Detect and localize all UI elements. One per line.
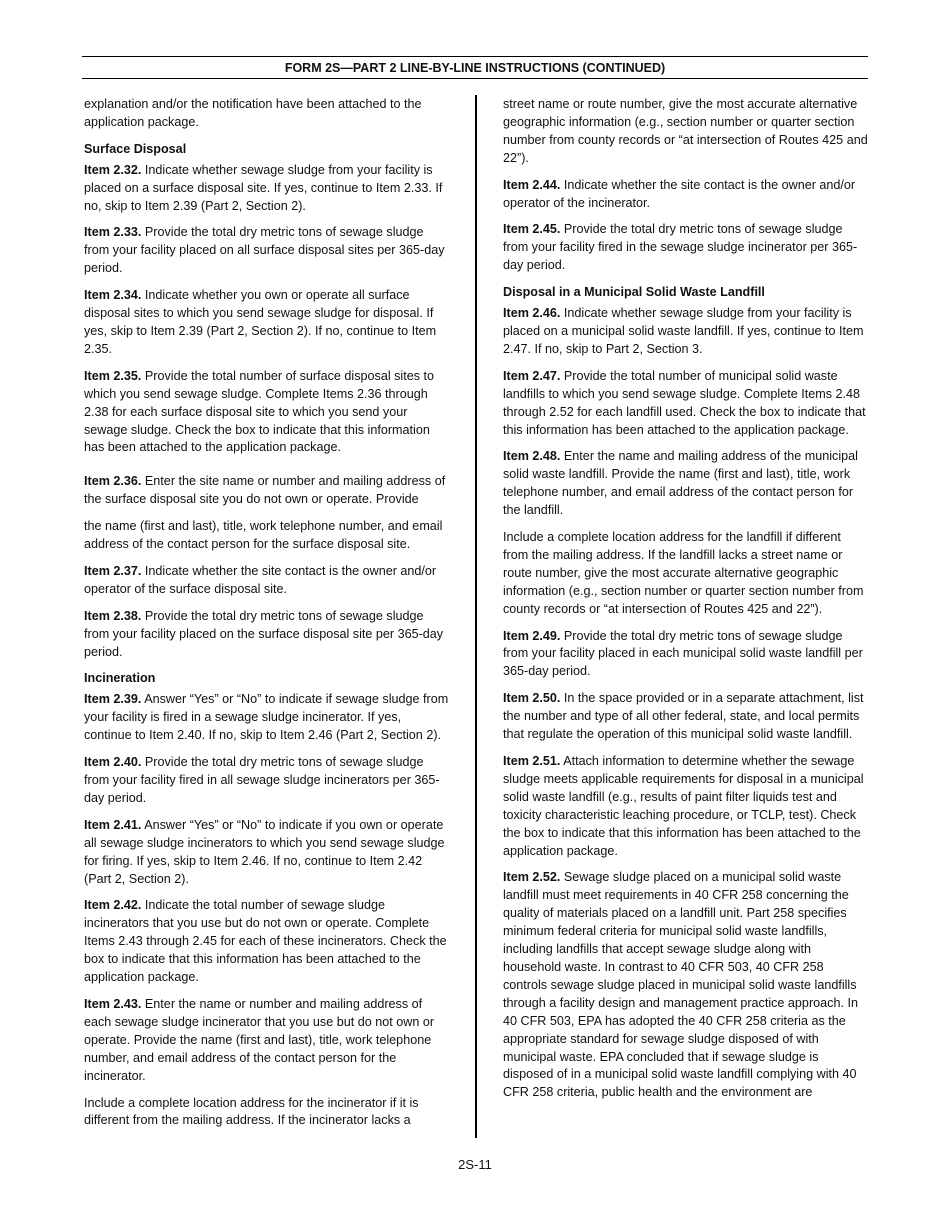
page-number: 2S-11 bbox=[458, 1157, 492, 1172]
item-label: Item 2.43. bbox=[84, 996, 142, 1011]
para-text: explanation and/or the notification have been attached to the application package. bbox=[84, 97, 422, 129]
item-text: Indicate whether the site contact is the owner and/or operator of the incinerator. bbox=[503, 177, 856, 210]
item-text: Indicate whether sewage sludge from your facility is placed on a surface disposal site. If yes, continue to Item 2.33. If no, skip to Item 2.39 (Part 2, Section 2). bbox=[84, 162, 443, 213]
para-text: street name or route number, give the most accurate alternative geographic information (e.g., section number or quarter section number from county records or “at intersection of Routes 425 and 22”). bbox=[503, 97, 868, 165]
item-2-34 bbox=[84, 287, 450, 359]
item-text: Enter the name or number and mailing address of each sewage sludge incinerator that you use but do not own or operate. Provide the name (first and last), title, work telephone number, and email address of the contact person for the incinerator. bbox=[84, 996, 435, 1083]
item-label: Item 2.36. bbox=[84, 474, 142, 489]
item-text: In the space provided or in a separate attachment, list the number and type of all other federal, state, and local permits that regulate the operation of this municipal solid waste landfill. bbox=[503, 691, 864, 742]
item-text: Sewage sludge placed on a municipal solid waste landfill must meet requirements in 40 CFR 258 concerning the quality of materials placed on a landfill unit. Part 258 specifies minimum federal criteria for municipal solid waste landfills, including landfills that accept sewage sludge along with household waste. In contrast to 40 CFR 503, 40 CFR 258 controls sewage sludge placed in municipal solid waste landfills through a facility design and management practice approach. In 40 CFR 503, EPA has adopted the 40 CFR 258 criteria as the appropriate standard for sewage sludge disposed of with municipal waste. EPA concluded that if sewage sludge is disposed of in a municipal solid waste landfill complying with 40 CFR 258 criteria, public health and the environment are bbox=[503, 870, 858, 1100]
item-text: Provide the total dry metric tons of sewage sludge from your facility placed on the surface disposal site per 365-day period. bbox=[84, 608, 444, 659]
item-text: Enter the site name or number and mailing address of the surface disposal site you do not own or operate. Provide bbox=[84, 474, 446, 507]
item-text: Provide the total number of municipal solid waste landfills to which you send sewage sludge. Complete Items 2.48 through 2.52 for each landfill used. Check the box to indicate that this information has been attached to the application package. bbox=[503, 368, 866, 437]
form-header bbox=[82, 56, 868, 79]
item-text: Provide the total number of surface disposal sites to which you send sewage sludge. Complete Items 2.36 through 2.38 for each surface disposal site to which you send your sewage sludge. Check the box to indicate that this information has been attached to the application package. bbox=[84, 368, 435, 455]
item-text: Indicate the total number of sewage sludge incinerators that you use but do not own or operate. Complete Items 2.43 through 2.45 for each of these incinerators. Check the box to indicate that this information has been attached to the application package. bbox=[84, 898, 447, 985]
right-column bbox=[503, 96, 869, 1111]
item-text: Indicate whether the site contact is the owner and/or operator of the surface disposal site. bbox=[84, 563, 437, 596]
item-label: Item 2.34. bbox=[84, 288, 142, 303]
item-2-49 bbox=[503, 628, 869, 682]
para-text: Include a complete location address for the landfill if different from the mailing address. If the landfill lacks a street name or route number, give the most accurate alternative geographic information (e.g., section number or quarter section number from county records or “at intersection of Routes 425 and 22”). bbox=[503, 530, 864, 616]
item-2-42 bbox=[84, 897, 450, 987]
item-text: Attach information to determine whether the sewage sludge meets applicable requirements for disposal in a municipal solid waste landfill (e.g., results of paint filter liquids test and toxicity characteristic leaching procedure, or TCLP, test). Check the box to indicate that this information has been attached to the application package. bbox=[503, 754, 864, 858]
item-2-48 bbox=[503, 448, 869, 520]
item-label: Item 2.45. bbox=[503, 222, 561, 237]
item-label: Item 2.51. bbox=[503, 754, 561, 768]
item-2-37 bbox=[84, 563, 450, 599]
item-label: Item 2.50. bbox=[503, 691, 561, 706]
para-text: Include a complete location address for the incinerator if it is different from the mailing address. If the incinerator lacks a bbox=[84, 1095, 419, 1128]
section-heading-incineration: Incineration bbox=[84, 671, 156, 686]
item-2-52 bbox=[503, 869, 869, 1102]
section-heading-landfill: Disposal in a Municipal Solid Waste Landfill bbox=[503, 285, 765, 300]
item-label: Item 2.32. bbox=[84, 162, 142, 177]
column-divider bbox=[475, 95, 477, 1138]
item-text: Provide the total dry metric tons of sewage sludge from your facility placed in each municipal solid waste landfill per 365-day period. bbox=[503, 628, 863, 679]
item-label: Item 2.48. bbox=[503, 449, 561, 464]
item-text: Answer “Yes” or “No” to indicate if you own or operate all sewage sludge incinerators to which you send sewage sludge for firing. If yes, skip to Item 2.46. If no, continue to Item 2.42 (Part 2, Section 2). bbox=[84, 817, 445, 886]
item-2-32 bbox=[84, 162, 450, 216]
item-label: Item 2.37. bbox=[84, 563, 142, 578]
item-label: Item 2.33. bbox=[84, 225, 142, 240]
item-label: Item 2.47. bbox=[503, 368, 561, 383]
item-2-43-continued bbox=[84, 1095, 450, 1131]
item-2-46 bbox=[503, 305, 869, 359]
item-label: Item 2.41. bbox=[84, 817, 142, 832]
para-text: the name (first and last), title, work telephone number, and email address of the contact person for the surface disposal site. bbox=[84, 519, 443, 552]
item-label: Item 2.42. bbox=[84, 898, 142, 913]
right-para-0 bbox=[503, 96, 869, 168]
item-text: Provide the total dry metric tons of sewage sludge from your facility placed on all surface disposal sites per 365-day period. bbox=[84, 225, 445, 276]
left-column bbox=[84, 96, 450, 1139]
item-2-47 bbox=[503, 368, 869, 440]
section-heading-surface-disposal: Surface Disposal bbox=[84, 141, 187, 156]
item-2-38 bbox=[84, 608, 450, 662]
header-title: FORM 2S—PART 2 LINE-BY-LINE INSTRUCTIONS (CONTINUED) bbox=[284, 60, 666, 75]
item-2-45 bbox=[503, 221, 869, 275]
item-text: Provide the total dry metric tons of sewage sludge from your facility fired in all sewage sludge incinerators per 365-day period. bbox=[84, 755, 440, 805]
item-label: Item 2.49. bbox=[503, 628, 561, 643]
item-label: Item 2.46. bbox=[503, 306, 561, 321]
item-label: Item 2.44. bbox=[503, 177, 561, 192]
item-text: Answer “Yes” or “No” to indicate if sewage sludge from your facility is fired in a sewage sludge incinerator. If yes, continue to Item 2.40. If no, skip to Item 2.46 (Part 2, Section 2). bbox=[84, 692, 449, 743]
item-label: Item 2.40. bbox=[84, 755, 142, 770]
item-label: Item 2.35. bbox=[84, 368, 142, 383]
item-text: Provide the total dry metric tons of sewage sludge from your facility fired in the sewage sludge incinerator per 365-day period. bbox=[503, 222, 858, 273]
item-text: Enter the name and mailing address of the municipal solid waste landfill. Provide the name (first and last), title, work telephone number, and email address of the contact person for the landfill. bbox=[503, 449, 858, 518]
item-text: Indicate whether you own or operate all surface disposal sites to which you send sewage sludge for disposal. If yes, skip to Item 2.39 (Part 2, Section 2). If no, continue to Item 2.35. bbox=[84, 288, 437, 356]
item-2-41 bbox=[84, 817, 450, 889]
item-2-36-continued bbox=[84, 518, 450, 554]
item-2-48-continued bbox=[503, 529, 869, 619]
item-2-43 bbox=[84, 996, 450, 1086]
item-2-40 bbox=[84, 754, 450, 808]
item-2-39 bbox=[84, 691, 450, 745]
item-label: Item 2.39. bbox=[84, 692, 142, 707]
item-label: Item 2.38. bbox=[84, 608, 142, 623]
item-label: Item 2.52. bbox=[503, 870, 561, 885]
item-2-36 bbox=[84, 473, 450, 509]
item-2-35 bbox=[84, 368, 450, 458]
left-para-0 bbox=[84, 96, 450, 132]
item-2-51 bbox=[503, 753, 869, 860]
item-2-44 bbox=[503, 177, 869, 213]
item-2-33 bbox=[84, 224, 450, 278]
item-text: Indicate whether sewage sludge from your facility is placed on a municipal solid waste landfill. If yes, continue to Item 2.47. If no, skip to Part 2, Section 3. bbox=[503, 306, 864, 356]
item-2-50 bbox=[503, 690, 869, 744]
